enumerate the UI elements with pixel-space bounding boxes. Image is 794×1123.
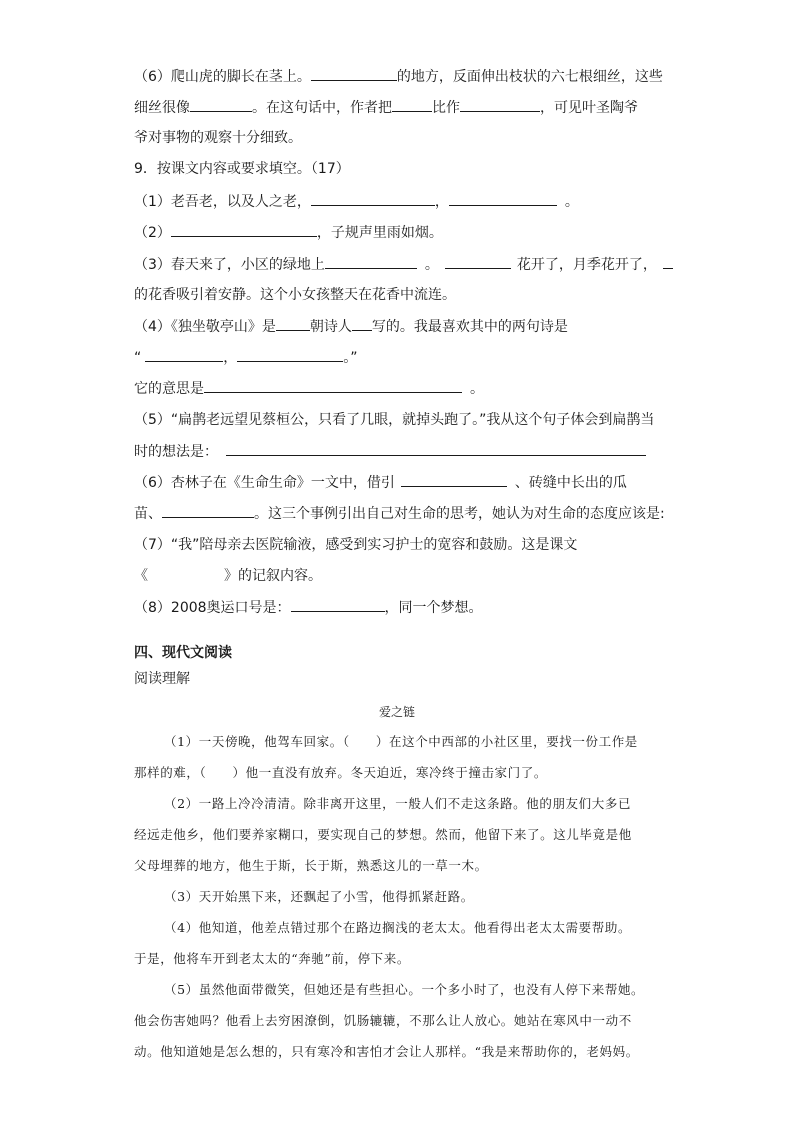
- passage-line: 父母埋葬的地方，他生于斯，长于斯，熟悉这儿的一草一木。: [134, 858, 488, 873]
- answer-blank[interactable]: [352, 316, 372, 331]
- q9-text: 》的记叙内容。: [224, 568, 322, 584]
- q9-item-3-cont: [134, 285, 456, 305]
- answer-blank[interactable]: [226, 441, 646, 456]
- answer-blank[interactable]: [445, 254, 511, 269]
- q9-text: ，子规声里雨如烟。: [316, 225, 443, 241]
- answer-blank[interactable]: [237, 347, 343, 362]
- passage-title: 爱之链: [378, 705, 415, 719]
- answer-blank[interactable]: [204, 378, 462, 393]
- passage-line: 那样的难，（ ）他一直没有放弃。冬天迫近，寒冷终于撞击家门了。: [134, 765, 547, 780]
- q9-item-7: [134, 535, 577, 555]
- q9-item-5: [134, 410, 654, 430]
- q8-6-line3: [134, 128, 302, 148]
- answer-blank[interactable]: [145, 347, 223, 362]
- question-title: 9．按课文内容或要求填空。（17）: [134, 161, 350, 177]
- q9-text: （6）杏林子在《生命生命》一文中，借引: [134, 475, 395, 491]
- passage-line: （3）天开始黑下来，还飘起了小雪，他得抓紧赶路。: [164, 889, 474, 904]
- q9-text: 、砖缝中长出的瓜: [514, 475, 627, 491]
- answer-blank[interactable]: [171, 222, 317, 237]
- q8-6-text: 比作: [432, 100, 460, 116]
- answer-blank[interactable]: [190, 97, 252, 112]
- q9-text: ，: [223, 350, 238, 366]
- q9-text: 时的想法是：: [134, 444, 218, 460]
- q8-6-text: 。在这句话中，作者把: [252, 100, 392, 116]
- q9-text: 苗、: [134, 506, 162, 522]
- q8-6-text: 的地方，反面伸出枝状的六七根细丝，这些: [396, 69, 663, 85]
- q9-text: （4）《独坐敬亭山》是: [134, 319, 276, 335]
- answer-blank[interactable]: [449, 191, 557, 206]
- answer-blank[interactable]: [162, 503, 254, 518]
- q9-item-6-cont: [134, 503, 665, 524]
- q9-text: 《: [134, 568, 148, 584]
- q9-text: （5）“扁鹊老远望见蔡桓公，只看了几眼，就掉头跑了。”我从这个句子体会到扁鹊当: [134, 412, 655, 428]
- q9-item-6: [134, 472, 627, 493]
- q9-title: [134, 159, 350, 179]
- q9-item-2: [134, 222, 443, 243]
- q9-text: “: [134, 350, 142, 366]
- passage-line: （2）一路上冷冷清清。除非离开这里，一般人们不走这条路。他的朋友们大多已: [164, 796, 632, 811]
- q9-text: 。”: [343, 350, 358, 366]
- q9-item-3: [134, 254, 673, 275]
- q9-item-1: [134, 191, 579, 212]
- passage-line: 经远走他乡，他们要养家糊口，要实现自己的梦想。然而，他留下来了。这儿毕竟是他: [134, 827, 632, 842]
- q9-text: 花开了，月季花开了，: [516, 257, 657, 273]
- answer-blank[interactable]: [291, 597, 385, 612]
- passage-line: 于是，他将车开到老太太的“奔驰”前，停下来。: [134, 951, 410, 966]
- answer-blank[interactable]: [460, 97, 540, 112]
- q8-6-line1: [134, 66, 663, 87]
- q8-6-text: （6）爬山虎的脚长在茎上。: [134, 69, 311, 85]
- q9-text: （3）春天来了，小区的绿地上: [134, 257, 325, 273]
- q9-text: （8）2008奥运口号是：: [134, 600, 291, 616]
- q9-item-7-cont: [134, 566, 322, 586]
- q9-text: 写的。我最喜欢其中的两句诗是: [371, 319, 568, 335]
- passage-line: （5）虽然他面带微笑，但她还是有些担心。一个多小时了，也没有人停下来帮她。: [164, 982, 645, 997]
- q9-text: （7）“我”陪母亲去医院输液，感受到实习护士的宽容和鼓励。这是课文: [134, 537, 578, 553]
- section-heading: [134, 643, 232, 663]
- q8-6-text: 细丝很像: [134, 100, 190, 116]
- q9-item-4-meaning: [134, 378, 484, 399]
- q9-text: 。这三个事例引出自己对生命的思考，她认为对生命的态度应该是:: [254, 506, 665, 522]
- answer-blank[interactable]: [311, 191, 435, 206]
- answer-blank[interactable]: [401, 472, 507, 487]
- q8-6-text: ，可见叶圣陶爷: [540, 100, 638, 116]
- q9-text: ，: [434, 194, 449, 210]
- q9-item-4: [134, 316, 568, 337]
- q9-item-8: [134, 597, 483, 618]
- passage-line: （4）他知道，他差点错过那个在路边搁浅的老太太。他看得出老太太需要帮助。: [164, 920, 632, 935]
- q9-text: ，同一个梦想。: [384, 600, 483, 616]
- answer-blank[interactable]: [276, 316, 310, 331]
- q9-text: 朝诗人: [309, 319, 352, 335]
- section-subheading: [134, 669, 190, 689]
- section-heading-text: 四、现代文阅读: [134, 645, 232, 661]
- q9-text: 的花香吸引着安静。这个小女孩整天在花香中流连。: [134, 287, 456, 303]
- passage-line: 动。他知道她是怎么想的，只有寒冷和害怕才会让人那样。“我是来帮助你的，老妈妈。: [134, 1044, 639, 1059]
- answer-blank[interactable]: [311, 66, 397, 81]
- answer-blank[interactable]: [663, 254, 673, 269]
- q8-6-line2: [134, 97, 638, 118]
- passage-line: 他会伤害她吗？他看上去穷困潦倒，饥肠辘辘，不那么让人放心。她站在寒风中一动不: [134, 1013, 632, 1028]
- q9-item-4-poem: [134, 347, 358, 368]
- answer-blank[interactable]: [325, 254, 417, 269]
- q8-6-text: 爷对事物的观察十分细致。: [134, 130, 302, 146]
- q9-text: （1）老吾老，以及人之老，: [134, 194, 311, 210]
- passage-line: （1）一天傍晚，他驾车回家。（ ）在这个中西部的小社区里，要找一份工作是: [164, 734, 638, 749]
- section-subheading-text: 阅读理解: [134, 671, 190, 687]
- q9-text: （2）: [134, 225, 171, 241]
- q9-text: 。: [424, 257, 439, 273]
- q9-text: 。: [564, 194, 579, 210]
- answer-blank[interactable]: [392, 97, 432, 112]
- q9-text: 。: [470, 381, 484, 397]
- q9-text: 它的意思是: [134, 381, 204, 397]
- q9-item-5-cont: [134, 441, 646, 462]
